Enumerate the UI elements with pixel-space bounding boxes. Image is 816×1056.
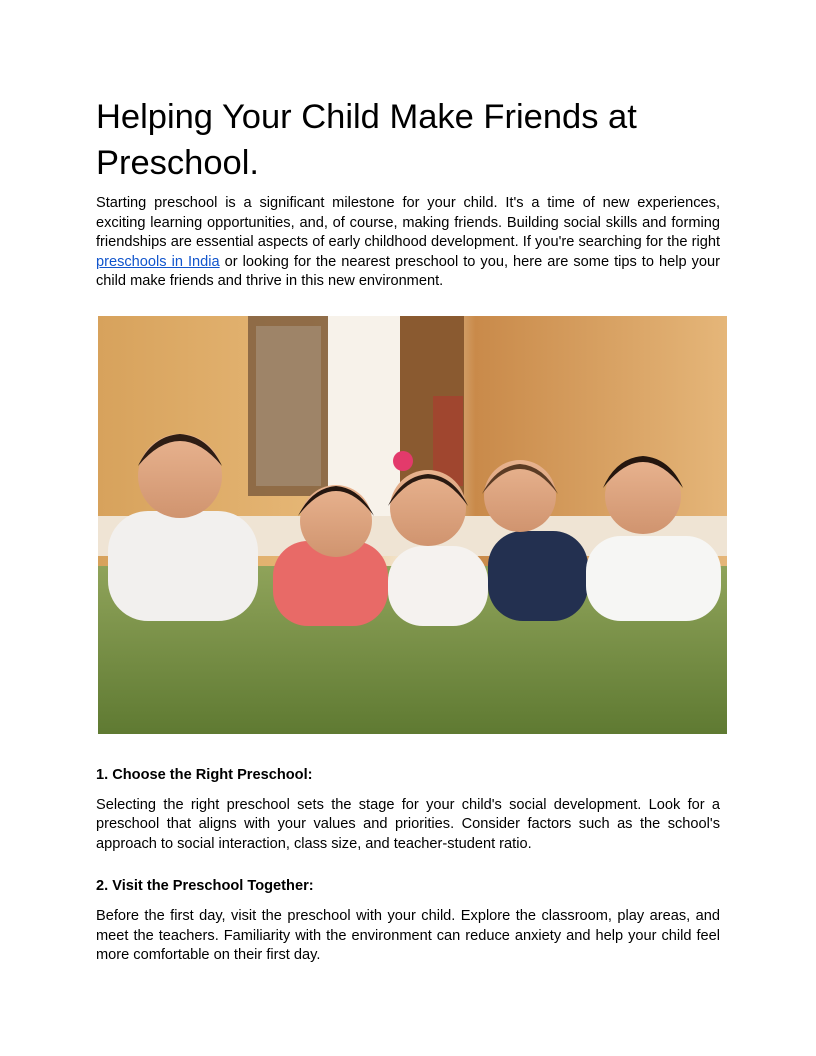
intro-text-before-link: Starting preschool is a significant milestone for your child. It's a time of new experiences, exciting learning opportunities, and, of course, making friends. Building social skills and forming friendships are essential aspects of early childhood development. If you're searching for the right: [96, 195, 720, 251]
document-title: Helping Your Child Make Friends at Preschool.: [96, 98, 637, 182]
section-visit-preschool: [96, 877, 720, 965]
intro-paragraph: [96, 194, 720, 292]
section-paragraph: Before the first day, visit the preschool with your child. Explore the classroom, play areas, and meet the teachers. Familiarity with the environment can reduce anxiety and help your child feel more comfortable on their first day.: [96, 907, 720, 964]
preschools-in-india-link[interactable]: preschools in India: [96, 253, 220, 270]
section-paragraph: Selecting the right preschool sets the stage for your child's social development. Look for a preschool that aligns with your values and priorities. Consider factors such as the school's approach to social interaction, class size, and teacher-student ratio.: [96, 796, 720, 852]
section-heading: 2. Visit the Preschool Together:: [96, 878, 314, 895]
children-photo: [98, 316, 727, 734]
section-choose-preschool: [96, 766, 720, 854]
document-page: [96, 94, 720, 966]
section-heading: 1. Choose the Right Preschool:: [96, 766, 313, 783]
intro-text-after-link: or looking for the nearest preschool to you, here are some tips to help your child make friends and thrive in this new environment.: [96, 253, 720, 290]
